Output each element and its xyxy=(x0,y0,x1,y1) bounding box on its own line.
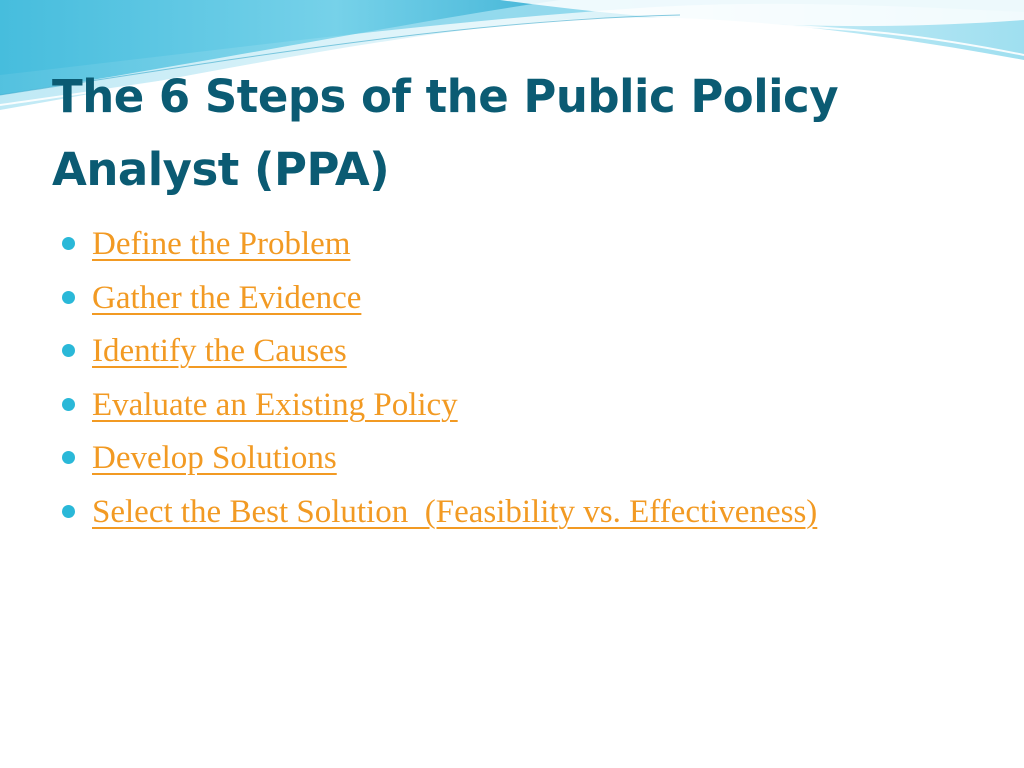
bullet-dot-icon xyxy=(62,505,75,518)
list-item-identify-causes xyxy=(62,329,817,383)
link-evaluate-policy[interactable]: Evaluate an Existing Policy xyxy=(92,386,458,423)
link-gather-evidence[interactable]: Gather the Evidence xyxy=(92,279,362,316)
link-define-problem[interactable]: Define the Problem xyxy=(92,226,351,262)
list-item-evaluate-policy xyxy=(62,383,817,437)
list-item-develop-solutions xyxy=(62,436,817,490)
slide-title xyxy=(52,60,952,206)
steps-list xyxy=(62,222,817,543)
bullet-dot-icon xyxy=(62,344,75,357)
list-item-gather-evidence xyxy=(62,276,817,330)
bullet-dot-icon xyxy=(62,237,75,250)
link-identify-causes[interactable]: Identify the Causes xyxy=(92,333,347,369)
bullet-dot-icon xyxy=(62,291,75,304)
link-select-best-solution[interactable]: Select the Best Solution (Feasibility vs. Effectiveness) xyxy=(92,493,818,530)
bullet-dot-icon xyxy=(62,451,75,464)
list-item-define-problem xyxy=(62,222,817,276)
title-line-1: The 6 Steps of the Public Policy xyxy=(52,70,839,123)
title-line-2: Analyst (PPA) xyxy=(52,143,390,196)
bullet-dot-icon xyxy=(62,398,75,411)
link-develop-solutions[interactable]: Develop Solutions xyxy=(92,440,337,476)
list-item-select-best-solution xyxy=(62,490,817,544)
